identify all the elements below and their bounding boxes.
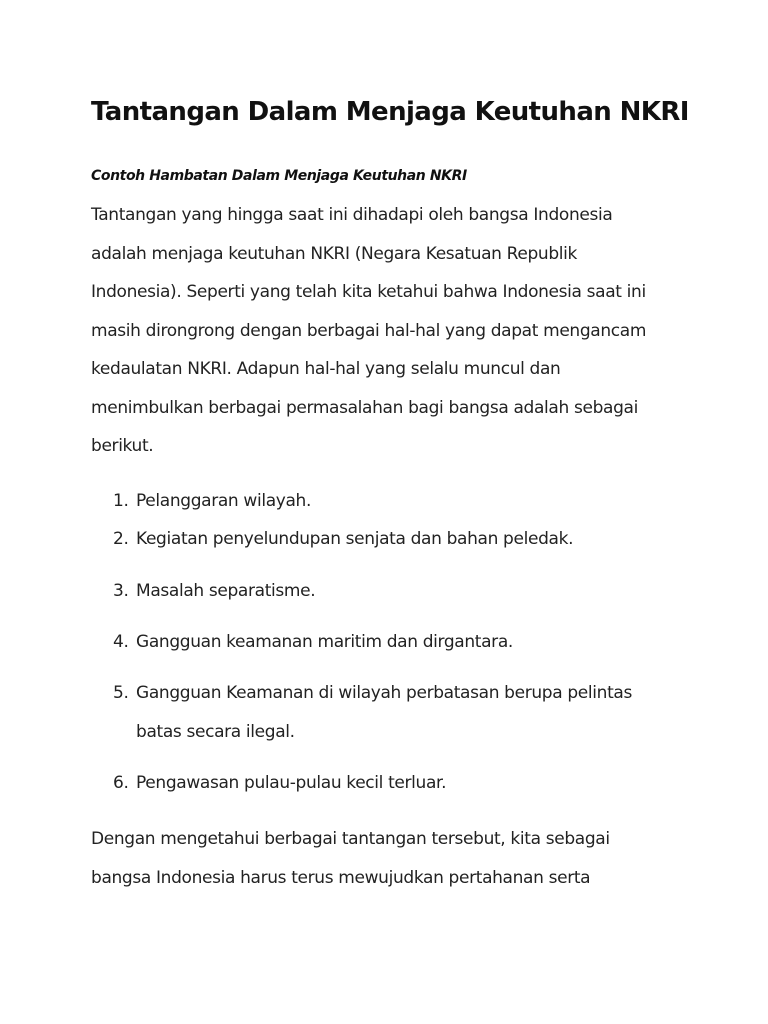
list-line: Gangguan keamanan maritim dan dirgantara. bbox=[136, 632, 513, 652]
paragraph-line: kedaulatan NKRI. Adapun hal-hal yang selalu muncul dan bbox=[91, 359, 561, 379]
list-line: Kegiatan penyelundupan senjata dan bahan peledak. bbox=[136, 529, 574, 549]
list-text bbox=[136, 520, 573, 559]
closing-paragraph bbox=[91, 820, 610, 897]
list-number: 2. bbox=[113, 529, 129, 549]
list-number: 5. bbox=[113, 683, 129, 703]
paragraph-line: bangsa Indonesia harus terus mewujudkan pertahanan serta bbox=[91, 867, 591, 888]
paragraph-line: menimbulkan berbagai permasalahan bagi bangsa adalah sebagai bbox=[91, 397, 638, 418]
list-line: batas secara ilegal. bbox=[136, 721, 295, 742]
list-text bbox=[136, 623, 513, 662]
list-text bbox=[136, 674, 632, 751]
list-line: Masalah separatisme. bbox=[136, 581, 316, 601]
list-number: 3. bbox=[113, 581, 129, 601]
list-line: Pengawasan pulau-pulau kecil terluar. bbox=[136, 773, 447, 793]
list-text bbox=[136, 764, 446, 803]
intro-paragraph bbox=[91, 196, 646, 466]
paragraph-line: Indonesia). Seperti yang telah kita ketahui bahwa Indonesia saat ini bbox=[91, 282, 646, 302]
list-line: Pelanggaran wilayah. bbox=[136, 491, 312, 511]
list-text bbox=[136, 482, 311, 521]
list-number: 6. bbox=[113, 773, 129, 793]
paragraph-line: adalah menjaga keutuhan NKRI (Negara Kesatuan Republik bbox=[91, 243, 578, 264]
list-number: 1. bbox=[113, 491, 129, 511]
paragraph-line: masih dirongrong dengan berbagai hal-hal yang dapat mengancam bbox=[91, 320, 647, 341]
paragraph-line: Dengan mengetahui berbagai tantangan tersebut, kita sebagai bbox=[91, 829, 610, 849]
list-line: Gangguan Keamanan di wilayah perbatasan berupa pelintas bbox=[136, 683, 632, 703]
list-number: 4. bbox=[113, 632, 129, 652]
paragraph-line: Tantangan yang hingga saat ini dihadapi oleh bangsa Indonesia bbox=[91, 205, 613, 225]
page-title: Tantangan Dalam Menjaga Keutuhan NKRI bbox=[91, 97, 689, 127]
list-text bbox=[136, 572, 315, 611]
section-subtitle: Contoh Hambatan Dalam Menjaga Keutuhan NKRI bbox=[91, 168, 467, 184]
paragraph-line: berikut. bbox=[91, 436, 154, 456]
